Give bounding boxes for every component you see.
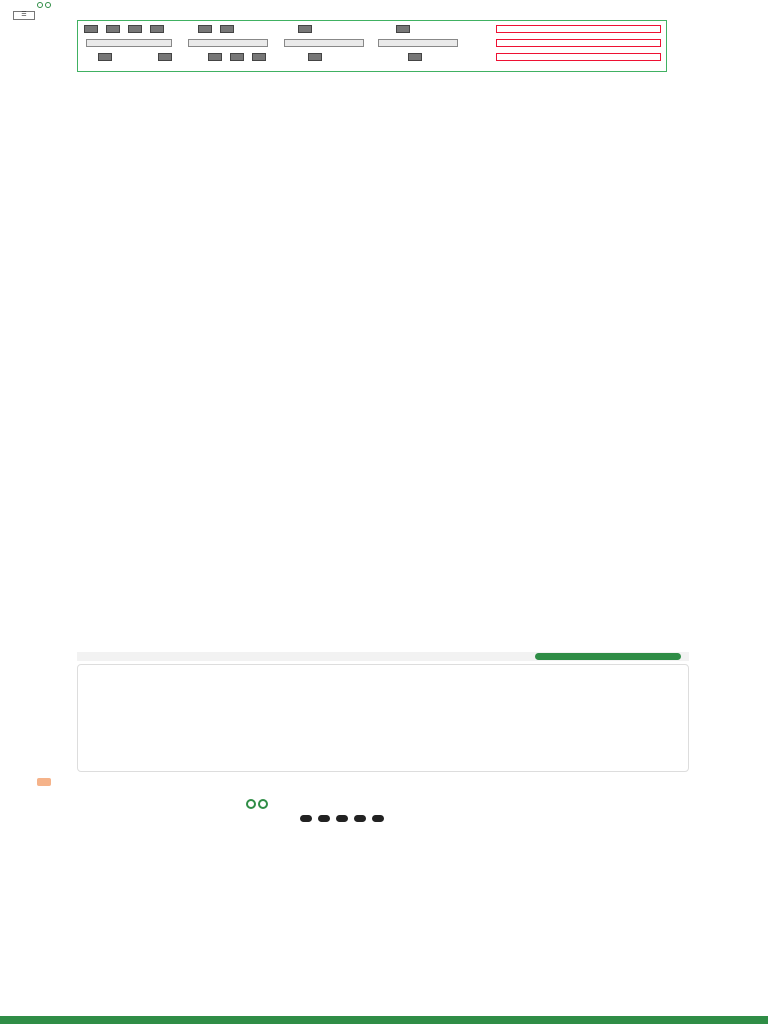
top-nav: [0, 0, 768, 9]
host-icon: [158, 53, 172, 61]
isolation-bar: [378, 39, 458, 47]
virtual-resources-label: [496, 25, 661, 33]
aggregation-bar: [188, 39, 268, 47]
article-tags: [44, 787, 62, 794]
vm-icon: [198, 25, 212, 33]
sharing-bar: [86, 39, 172, 47]
host-icon: [252, 53, 266, 61]
gfg-logo-icon[interactable]: [36, 2, 52, 8]
linkedin-icon[interactable]: [336, 815, 348, 822]
vm-icon: [298, 25, 312, 33]
host-icon: [98, 53, 112, 61]
add-comment-button[interactable]: [535, 653, 681, 660]
emulation-bar: [284, 39, 364, 47]
managed-execution-figure: [77, 20, 667, 72]
instagram-icon[interactable]: [318, 815, 330, 822]
host-icon: [230, 53, 244, 61]
similar-reads-panel: [77, 664, 689, 772]
vm-icon: [128, 25, 142, 33]
vm-icon: [220, 25, 234, 33]
gfg-logo-icon[interactable]: [245, 799, 269, 809]
vm-icon: [106, 25, 120, 33]
virtualization-label: [496, 39, 661, 47]
twitter-icon[interactable]: [354, 815, 366, 822]
vm-icon: [84, 25, 98, 33]
host-icon: [408, 53, 422, 61]
author-block: [37, 778, 55, 786]
vm-icon: [396, 25, 410, 33]
social-links: [300, 815, 384, 822]
vm-icon: [150, 25, 164, 33]
article: [77, 18, 689, 75]
facebook-icon[interactable]: [300, 815, 312, 822]
host-icon: [208, 53, 222, 61]
avatar[interactable]: [37, 778, 51, 786]
comments-bar: [77, 652, 689, 661]
copyright: [0, 1016, 768, 1024]
youtube-icon[interactable]: [372, 815, 384, 822]
prev-next-nav: [77, 632, 689, 650]
host-icon: [308, 53, 322, 61]
footer-brand: [245, 799, 545, 823]
sidebar-toggle-button[interactable]: ☰: [13, 11, 35, 20]
physical-resources-label: [496, 53, 661, 61]
